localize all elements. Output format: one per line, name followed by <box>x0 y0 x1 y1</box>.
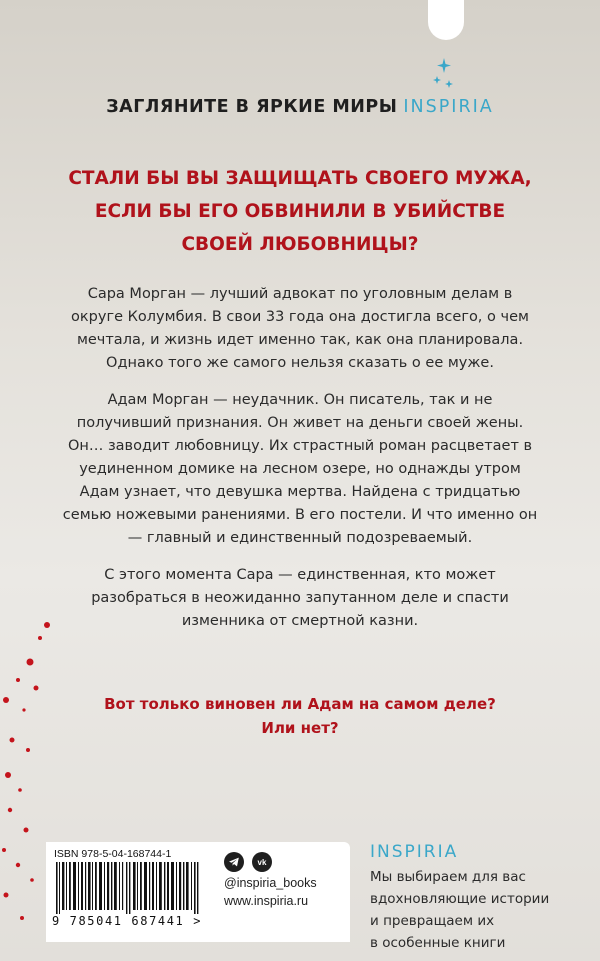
tagline-line: в особенные книги <box>370 935 506 951</box>
question-line-1: Вот только виновен ли Адам на самом деле? <box>104 695 496 713</box>
tagline-line: Мы выбираем для вас <box>370 869 526 885</box>
blurb-paragraph: С этого момента Сара — единственная, кто может разобраться в неожиданно запутанном деле и спасти изменника от смертной казни. <box>91 567 509 629</box>
blurb-paragraph: Сара Морган — лучший адвокат по уголовным делам в округе Колумбия. В свои 33 года она достигла всего, о чем мечтала, и жизнь идет именно так, как она планировала. Однако того же самого нельзя сказать о ее муже. <box>71 286 529 371</box>
series-header <box>0 97 600 117</box>
barcode-panel <box>46 842 350 942</box>
headline-line: СВОЕЙ ЛЮБОВНИЦЫ? <box>181 234 419 255</box>
top-notch-cutout <box>428 0 464 40</box>
publisher-tagline <box>370 866 590 954</box>
closing-question <box>40 692 560 740</box>
header-brand: INSPIRIA <box>403 97 494 117</box>
blurb <box>60 283 540 647</box>
headline-line: ЕСЛИ БЫ ЕГО ОБВИНИЛИ В УБИЙСТВЕ <box>94 201 506 222</box>
sparkle-icon <box>432 58 456 90</box>
telegram-icon[interactable] <box>224 852 244 872</box>
headline <box>40 162 560 261</box>
tagline-line: вдохновляющие истории <box>370 891 550 907</box>
website-link[interactable]: www.inspiria.ru <box>224 894 309 908</box>
tagline-line: и превращаем их <box>370 913 495 929</box>
blurb-paragraph: Адам Морган — неудачник. Он писатель, так и не получивший признания. Он живет на деньги своей жены. Он… заводит любовницу. Их страстный роман расцветает в уединенном домике на лесном озере, но однажды утром Адам узнает, что девушка мертва. Найдена с тридцатью семью ножевыми ранениями. В его постели. И что именно он — главный и единственный подозреваемый. <box>62 392 538 546</box>
question-line-2: Или нет? <box>261 719 339 737</box>
barcode-digits: 9 785041 687441 > <box>52 914 203 928</box>
isbn-label: ISBN 978-5-04-168744-1 <box>54 848 172 860</box>
social-block <box>224 852 344 908</box>
publisher-block <box>370 842 590 954</box>
barcode-icon <box>54 862 214 914</box>
publisher-brand: INSPIRIA <box>370 842 459 862</box>
headline-line: СТАЛИ БЫ ВЫ ЗАЩИЩАТЬ СВОЕГО МУЖА, <box>68 168 532 189</box>
vk-icon[interactable]: vk <box>252 852 272 872</box>
social-handle[interactable]: @inspiria_books <box>224 876 317 890</box>
header-prefix: ЗАГЛЯНИТЕ В ЯРКИЕ МИРЫ <box>106 97 398 117</box>
